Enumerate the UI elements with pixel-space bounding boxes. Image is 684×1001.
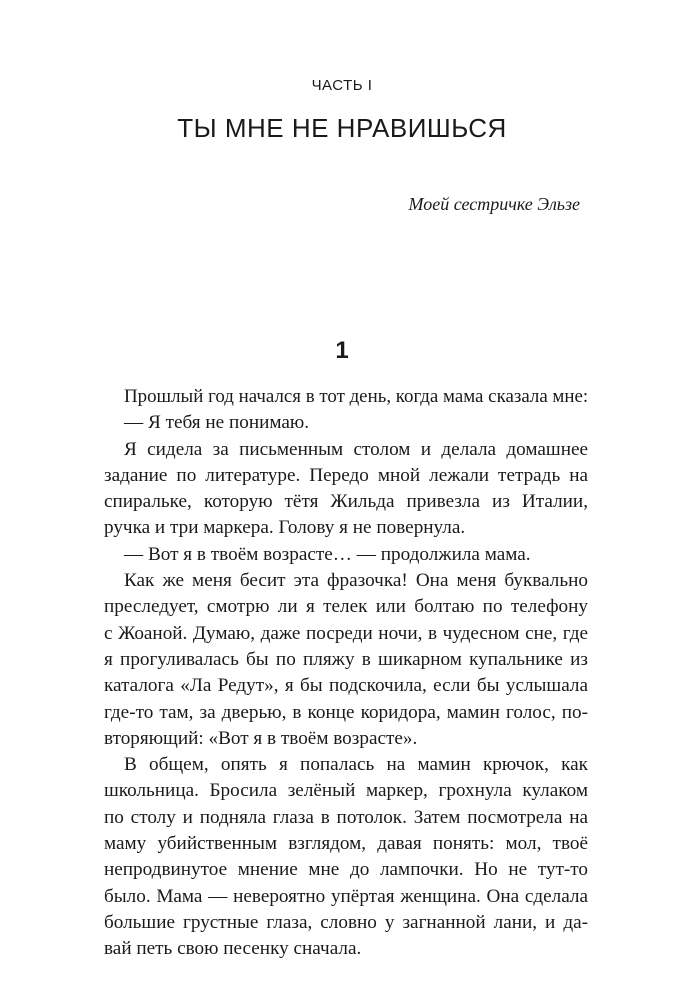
text-line: Как же меня бесит эта фразочка! Она меня буквально [124,570,588,592]
text-line: преследует, смотрю ли я телек или болтаю по телефону [104,596,588,618]
text-line: маму убийственным взглядом, давая понять: мол, твоё [104,833,588,855]
text-line: ручка и три маркера. Голову я не повернула. [104,517,466,539]
part-title: ТЫ МНЕ НЕ НРАВИШЬСЯ [177,113,507,143]
text-line: Я сидела за письменным столом и делала домашнее [124,438,588,460]
text-line: я прогуливалась бы по пляжу в шикарном купальнике из [104,648,588,670]
paragraph [104,410,588,436]
text-line: с Жоаной. Думаю, даже посреди ночи, в чудесном сне, где [104,622,588,644]
paragraph [104,568,588,752]
chapter-body [104,384,588,963]
text-line: школьница. Бросила зелёный маркер, грохнула кулаком [104,780,588,802]
text-line: вай петь свою песенку сначала. [104,938,362,960]
paragraph [104,752,588,962]
text-line: каталога «Ла Редут», я бы подскочила, если бы услышала [104,675,588,697]
text-line: В общем, опять я попалась на мамин крючок, как [124,754,588,776]
text-line: было. Мама — невероятно упёртая женщина. Она сделала [104,885,588,907]
text-line: большие грустные глаза, словно у загнанной лани, и да- [104,911,588,933]
text-line: — Вот я в твоём возрасте… — продолжила мама. [124,543,531,565]
chapter-number: 1 [335,337,349,364]
text-line: задание по литературе. Передо мной лежали тетрадь на [104,464,588,486]
part-label: ЧАСТЬ I [311,77,373,94]
text-line: непродвинутое мнение мне до лампочки. Но не тут-то [104,859,588,881]
paragraph [104,542,588,568]
text-line: вторяющий: «Вот я в твоём возрасте». [104,727,418,749]
text-line: — Я тебя не понимаю. [124,412,310,434]
text-line: где-то там, за дверью, в конце коридора, мамин голос, по- [104,701,588,723]
paragraph [104,384,588,410]
text-line: спиральке, которую тётя Жильда привезла из Италии, [104,491,588,513]
text-line: по столу и подняла глаза в потолок. Затем посмотрела на [104,806,588,828]
dedication: Моей сестричке Эльзе [408,194,580,214]
paragraph [104,437,588,542]
text-line: Прошлый год начался в тот день, когда мама сказала мне: [124,386,589,407]
